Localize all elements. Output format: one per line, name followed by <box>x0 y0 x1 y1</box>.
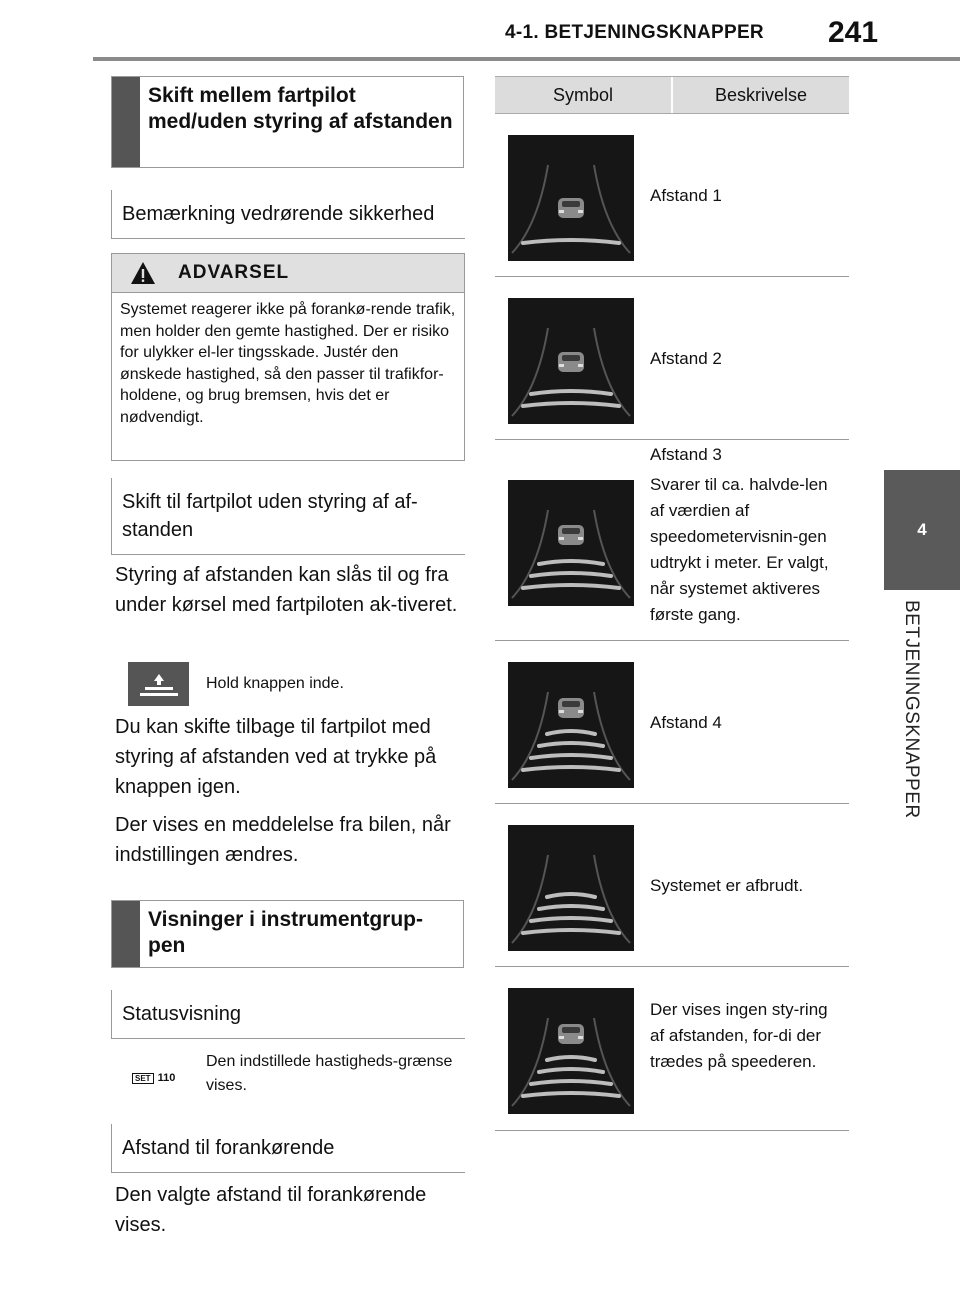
row-title: Systemet er afbrudt. <box>650 876 804 895</box>
button-icon <box>128 662 189 706</box>
set-speed-text: Den indstillede hastigheds-grænse vises. <box>206 1053 453 1094</box>
paragraph-2: Du kan skifte tilbage til fartpilot med styring af afstanden ved at trykke på knappen igen. <box>115 716 437 798</box>
warning-box <box>111 253 465 461</box>
table-row <box>495 804 849 967</box>
hold-button-text: Hold knappen inde. <box>206 675 344 692</box>
subheading-2: Skift til fartpilot uden styring af af-standen <box>111 478 465 555</box>
row-title: Afstand 2 <box>650 349 722 368</box>
warning-header <box>112 254 464 293</box>
chapter-tab <box>884 470 960 590</box>
column-description: Beskrivelse <box>714 84 808 105</box>
row-description <box>650 873 845 899</box>
page-number: 241 <box>828 16 879 49</box>
paragraph-4: Den valgte afstand til forankørende vises. <box>115 1184 427 1236</box>
column-symbol: Symbol <box>495 77 673 113</box>
chapter-label: BETJENINGSKNAPPER <box>901 600 922 819</box>
set-label: SET <box>132 1073 154 1084</box>
table-row <box>495 114 849 277</box>
table-row <box>495 440 849 641</box>
distance-symbol-icon <box>508 480 634 606</box>
warning-icon <box>130 261 156 285</box>
section-title: 4-1. BETJENINGSKNAPPER <box>505 22 764 43</box>
row-title: Afstand 4 <box>650 713 722 732</box>
heading-bar <box>112 901 140 967</box>
header-rule <box>93 57 960 61</box>
table-row <box>495 967 849 1131</box>
table-row <box>495 641 849 804</box>
table-header <box>495 76 849 114</box>
row-title: Der vises ingen sty-ring af afstanden, for-di der trædes på speederen. <box>650 1000 828 1071</box>
warning-label: ADVARSEL <box>178 262 290 283</box>
heading-box-1 <box>111 76 464 168</box>
set-speed-icon <box>132 1072 175 1084</box>
row-description <box>650 346 845 372</box>
paragraph-3: Der vises en meddelelse fra bilen, når indstillingen ændres. <box>115 814 451 866</box>
heading-1: Skift mellem fartpilot med/uden styring af afstanden <box>148 84 453 133</box>
row-extra: Svarer til ca. halvde-len af værdien af speedometervisnin-gen udtrykt i meter. Er valgt, når systemet aktiveres første gang. <box>650 475 829 624</box>
row-description <box>650 442 845 628</box>
distance-heading: Afstand til forankørende <box>111 1124 465 1173</box>
chapter-number: 4 <box>917 520 927 539</box>
warning-text: Systemet reagerer ikke på forankø-rende trafik, men holder den gemte hastighed. Der er risiko for ulykker el-ler tingsskade. Justér den ønskede hastighed, så den passer til trafikfor-holdene, og brug bremsen, hvis det er nødvendigt. <box>120 301 456 426</box>
row-description <box>650 183 845 209</box>
distance-button-icon <box>128 662 189 706</box>
distance-symbol-icon <box>508 825 634 951</box>
row-title: Afstand 1 <box>650 186 722 205</box>
row-description <box>650 997 845 1075</box>
set-value: 110 <box>157 1072 176 1084</box>
status-display-heading: Statusvisning <box>111 990 465 1039</box>
row-description <box>650 710 845 736</box>
row-title: Afstand 3 <box>650 445 722 464</box>
table-row <box>495 277 849 440</box>
heading-2: Visninger i instrumentgrup-pen <box>148 908 423 957</box>
safety-note-heading: Bemærkning vedrørende sikkerhed <box>111 190 465 239</box>
heading-bar <box>112 77 140 167</box>
distance-symbol-icon <box>508 988 634 1114</box>
distance-symbol-icon <box>508 662 634 788</box>
distance-symbol-icon <box>508 298 634 424</box>
heading-box-2 <box>111 900 464 968</box>
distance-symbol-icon <box>508 135 634 261</box>
paragraph-1: Styring af afstanden kan slås til og fra under kørsel med fartpiloten ak-tiveret. <box>115 564 458 616</box>
